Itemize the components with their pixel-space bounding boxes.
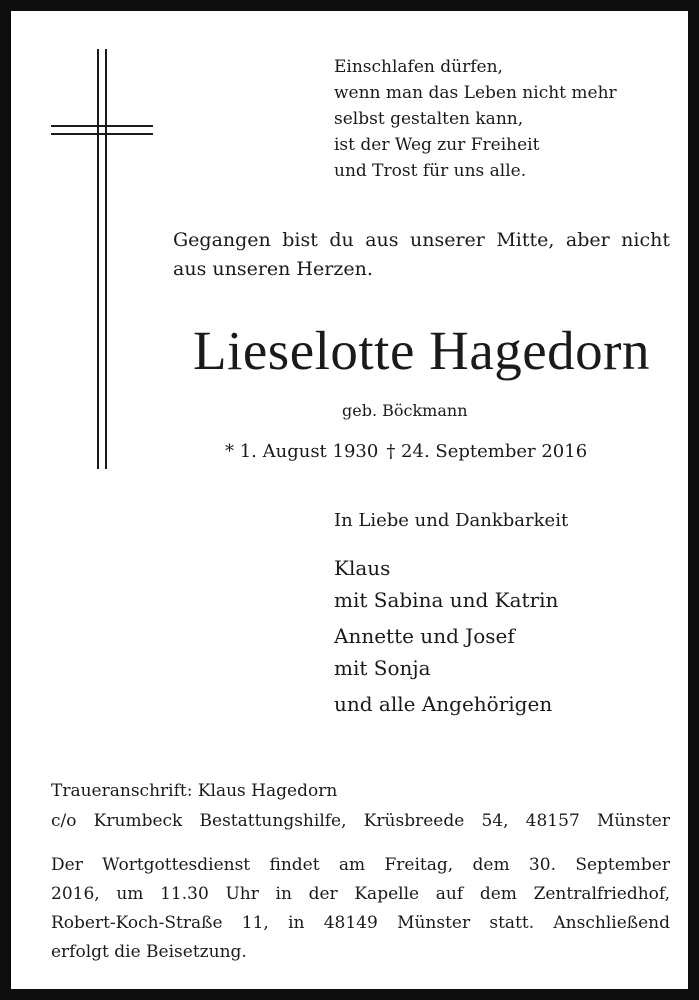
deceased-name: Lieselotte Hagedorn	[193, 320, 650, 381]
service-line: erfolgt die Beisetzung.	[51, 942, 247, 962]
poem-line: ist der Weg zur Freiheit	[334, 135, 540, 155]
poem-line: selbst gestalten kann,	[334, 109, 524, 129]
death-date: † 24. September 2016	[386, 441, 588, 462]
poem-line: Einschlafen dürfen,	[334, 57, 503, 77]
mourner: und alle Angehörigen	[334, 692, 553, 716]
service-info	[51, 851, 670, 967]
service-line: Robert-Koch-Straße 11, in 48149 Münster statt. Anschließend	[51, 913, 670, 933]
mourner: Klaus	[334, 556, 391, 580]
intro-text: Gegangen bist du aus unserer Mitte, aber nicht aus unseren Herzen.	[173, 229, 670, 280]
service-line: 2016, um 11.30 Uhr in der Kapelle auf dem Zentralfriedhof,	[51, 884, 670, 904]
birth-name: geb. Böckmann	[342, 401, 468, 420]
mourners-list	[334, 552, 558, 720]
poem-line: wenn man das Leben nicht mehr	[334, 83, 617, 103]
mourning-address	[51, 776, 670, 836]
mourner: Annette und Josef	[334, 624, 515, 648]
mourner: mit Sonja	[334, 656, 431, 680]
service-line: Der Wortgottesdienst findet am Freitag, dem 30. September	[51, 855, 670, 875]
cross-icon	[49, 49, 155, 469]
poem-line: und Trost für uns alle.	[334, 161, 527, 181]
address-line: Traueranschrift: Klaus Hagedorn	[51, 781, 338, 801]
mourner: mit Sabina und Katrin	[334, 588, 559, 612]
birth-date: * 1. August 1930	[225, 441, 379, 462]
life-dates	[225, 439, 587, 465]
address-line: c/o Krumbeck Bestattungshilfe, Krüsbreede 54, 48157 Münster	[51, 811, 670, 831]
thanks-line: In Liebe und Dankbarkeit	[334, 510, 569, 531]
poem	[334, 54, 617, 184]
